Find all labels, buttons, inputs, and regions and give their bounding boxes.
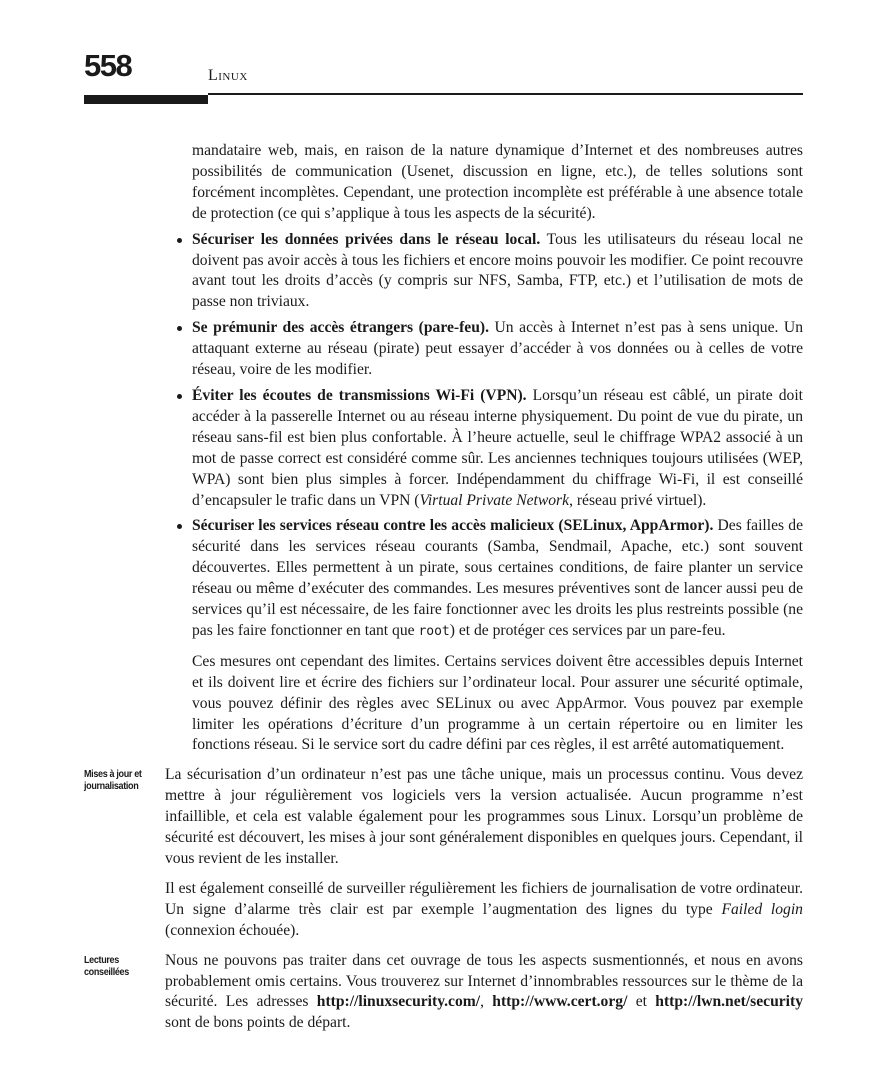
updates-text-after: (connexion échouée).: [165, 921, 300, 939]
bullet-private-data: [165, 230, 803, 314]
reading-paragraph: [165, 951, 803, 1035]
intro-continuation: mandataire web, mais, en raison de la nature dynamique d’Internet et des nombreuses autres possibilités de communication (Usenet, discussion en ligne, etc.), de telles solutions sont forcément incomplètes. Cependant, une protection incomplète est préférable à une absence totale de protection (ce qui s’applique à tous les aspects de la sécurité).: [192, 142, 803, 222]
margin-note-reading: Lectures conseillées: [84, 953, 129, 978]
running-title: Linux: [208, 67, 248, 84]
bullet-lead: Se prémunir des accès étrangers (pare-feu).: [192, 319, 489, 337]
bullet-lead: Sécuriser les données privées dans le réseau local.: [192, 230, 541, 248]
page-body: [84, 141, 803, 1034]
link-cert[interactable]: http://www.cert.org/: [492, 993, 628, 1011]
updates-italic: Failed login: [721, 900, 803, 918]
bullet-text: Des failles de sécurité dans les services réseau courants (Samba, Sendmail, Apache, etc.) sont souvent découvertes. Elles permettent à un pirate, sous certaines conditions, de faire planter un service réseau ou même d’exécuter des commandes. Les mesures préventives sont de lancer aussi peu de services qu’il est nécessaire, de les faire fonctionner avec les droits les plus restreints possible (ne pas les faire fonctionner en tant que: [192, 517, 803, 639]
bullet-followup: Ces mesures ont cependant des limites. Certains services doivent être accessibles depuis Internet et ils doivent lire et écrire des fichiers sur l’ordinateur local. Pour assurer une sécurité optimale, vous pouvez définir des règles avec SELinux ou avec AppArmor. Vous pouvez par exemple limiter les opérations d’écriture d’un programme à un certain répertoire ou en limiter les fonctions réseau. Si le service sort du cadre défini par ces règles, il est arrêté automatiquement.: [192, 652, 803, 754]
reading-text: Nous ne pouvons pas traiter dans cet ouvrage de tous les aspects susmentionnés, et nous en avons probablement omis certains. Vous trouverez sur Internet d’innombrables ressources sur le thème de la sécurité. Les adresses: [165, 951, 803, 1011]
header-rule: [208, 93, 803, 95]
bullet-firewall: [165, 318, 803, 381]
bullet-network-services: [165, 516, 803, 642]
bullet-wifi-vpn: [165, 386, 803, 511]
link-lwn[interactable]: http://lwn.net/security: [655, 993, 803, 1011]
reading-text-after: sont de bons points de départ.: [165, 1014, 351, 1032]
updates-paragraph-1: La sécurisation d’un ordinateur n’est pas une tâche unique, mais un processus continu. Vous devez mettre à jour régulièrement vos logiciels vers la version actualisée. Aucun programme n’est infaillible, et cela est valable également pour les programmes sous Linux. Lorsqu’un problème de sécurité est découvert, les mises à jour sont généralement disponibles en quelques jours. Cependant, il vous revient de les installer.: [165, 766, 803, 867]
margin-note-updates: Mises à jour et journalisation: [84, 768, 142, 793]
reading-sep: et: [627, 993, 656, 1011]
updates-text: Il est également conseillé de surveiller régulièrement les fichiers de journalisation de votre ordinateur. Un signe d’alarme très clair est par exemple l’augmentation des lignes du type: [165, 879, 803, 918]
inline-code: root: [418, 623, 450, 639]
bullet-text-after: ) et de protéger ces services par un pare-feu.: [449, 621, 726, 639]
reading-sep: ,: [480, 993, 493, 1011]
section-reading: [84, 951, 803, 1035]
header-block: [84, 95, 208, 104]
updates-paragraph-2: [165, 879, 803, 942]
bullet-text: Tous les utilisateurs du réseau local ne doivent pas avoir accès à tous les fichiers et encore moins pouvoir les modifier. Ce point recouvre avant tout les droits d’accès (y compris sur NFS, Samba, FTP, etc.) et l’utilisation de mots de passe non triviaux.: [192, 230, 803, 311]
link-linuxsecurity[interactable]: http://linuxsecurity.com/: [316, 993, 481, 1011]
bullet-lead: Éviter les écoutes de transmissions Wi-Fi (VPN).: [192, 386, 527, 404]
bullet-italic: Virtual Private Network: [419, 491, 570, 509]
bullet-text: Lorsqu’un réseau est câblé, un pirate doit accéder à la passerelle Internet ou au réseau interne physiquement. Du point de vue du pirate, un réseau sans-fil est bien plus confortable. À l’heure actuelle, seul le chiffrage WPA2 associé à un mot de passe correct est considéré comme sûr. Les anciennes techniques toujours utilisées (WEP, WPA) sont bien plus simples à forcer. Indépendamment du chiffrage Wi-Fi, il est conseillé d’encapsuler le trafic dans un VPN (: [192, 386, 803, 509]
page-number: 558: [84, 48, 132, 83]
bullet-text: Un accès à Internet n’est pas à sens unique. Un attaquant externe au réseau (pirate) peut essayer d’accéder à vos données ou à celles de votre réseau, voire de les modifier.: [192, 319, 803, 379]
bullet-lead: Sécuriser les services réseau contre les accès malicieux (SELinux, AppArmor).: [192, 517, 714, 535]
section-updates: [84, 765, 803, 941]
bullet-text-after: , réseau privé virtuel).: [569, 491, 707, 509]
